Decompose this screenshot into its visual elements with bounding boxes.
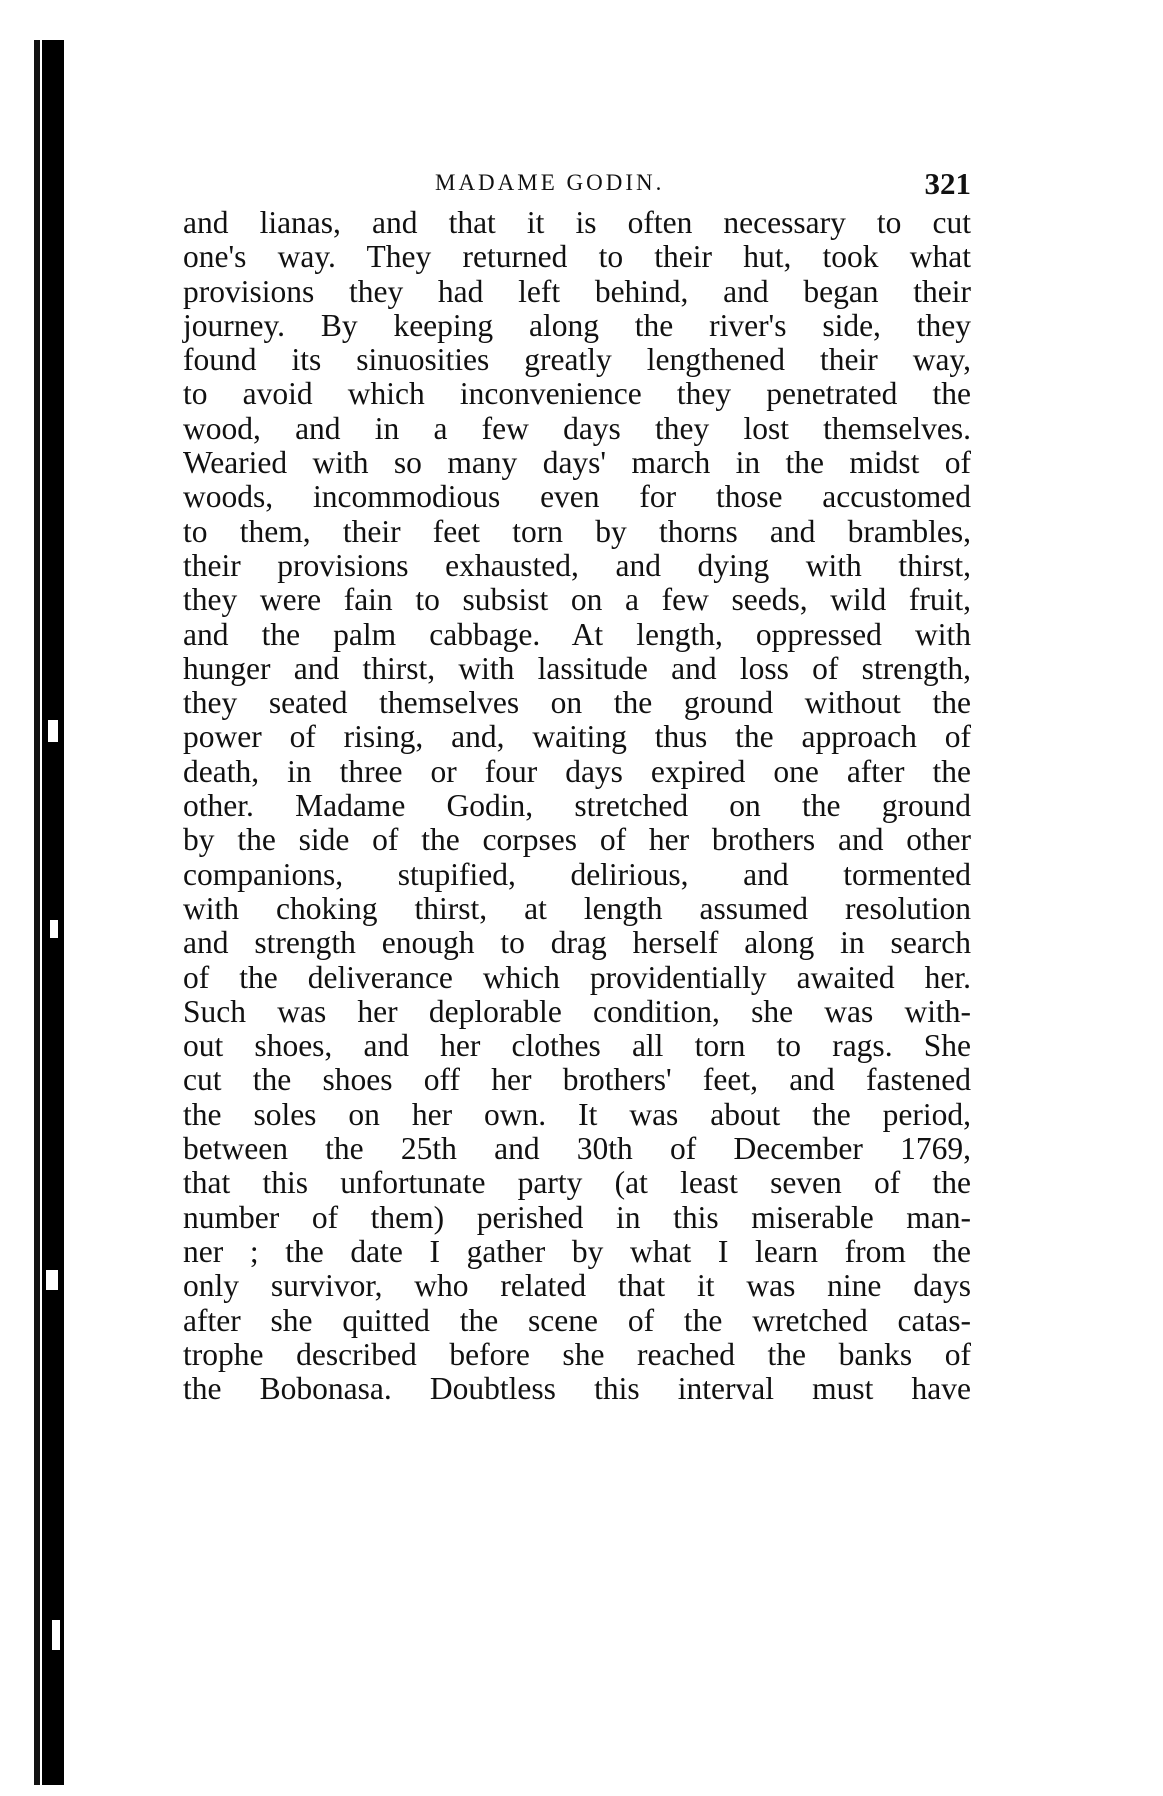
text-line: cut the shoes off her brothers' feet, and fastened: [183, 1062, 971, 1098]
text-line: wood, and in a few days they lost themselves.: [183, 410, 971, 446]
text-line: journey. By keeping along the river's side, they: [183, 307, 971, 343]
text-line: Wearied with so many days' march in the midst of: [183, 445, 971, 481]
text-line: the Bobonasa. Doubtless this interval must have: [183, 1371, 971, 1407]
text-line: hunger and thirst, with lassitude and loss of strength,: [183, 650, 971, 686]
text-line: between the 25th and 30th of December 1769,: [183, 1131, 971, 1167]
binding-edge-thin-line: [34, 40, 40, 1785]
text-line: other. Madame Godin, stretched on the ground: [183, 788, 971, 824]
text-line: to avoid which inconvenience they penetrated the: [183, 376, 971, 412]
text-line: woods, incommodious even for those accustomed: [183, 479, 971, 515]
text-line: ner ; the date I gather by what I learn from the: [183, 1233, 971, 1269]
text-line: after she quitted the scene of the wretched catas-: [183, 1302, 971, 1338]
text-line: and strength enough to drag herself along in search: [183, 925, 971, 961]
text-line: found its sinuosities greatly lengthened their way,: [183, 342, 971, 378]
text-line: to them, their feet torn by thorns and brambles,: [183, 513, 971, 549]
page-header: [183, 162, 971, 202]
text-line: with choking thirst, at length assumed resolution: [183, 890, 971, 926]
page-number: 321: [924, 166, 971, 201]
binding-edge-dark-strip: [42, 40, 64, 1785]
text-line: out shoes, and her clothes all torn to rags. She: [183, 1028, 971, 1064]
binding-edge-notch: [50, 920, 58, 938]
running-title: MADAME GODIN.: [435, 170, 665, 195]
text-line: provisions they had left behind, and began their: [183, 273, 971, 309]
text-line: and lianas, and that it is often necessary to cut: [183, 205, 971, 240]
book-page: [183, 162, 971, 1406]
text-line: one's way. They returned to their hut, took what: [183, 239, 971, 275]
text-line: they seated themselves on the ground without the: [183, 685, 971, 721]
text-line: the soles on her own. It was about the period,: [183, 1096, 971, 1132]
binding-edge-shadow: [34, 40, 68, 1785]
binding-edge-notch: [46, 1270, 58, 1290]
text-line: their provisions exhausted, and dying with thirst,: [183, 547, 971, 583]
text-line: only survivor, who related that it was nine days: [183, 1268, 971, 1304]
text-line: trophe described before she reached the banks of: [183, 1336, 971, 1372]
body-text: [183, 206, 971, 1406]
binding-edge-notch: [48, 720, 58, 742]
text-line: of the deliverance which providentially awaited her.: [183, 959, 971, 995]
text-line: they were fain to subsist on a few seeds, wild fruit,: [183, 582, 971, 618]
text-line: companions, stupified, delirious, and tormented: [183, 856, 971, 892]
text-line: number of them) perished in this miserable man-: [183, 1199, 971, 1235]
text-line: power of rising, and, waiting thus the approach of: [183, 719, 971, 755]
text-line: and the palm cabbage. At length, oppressed with: [183, 616, 971, 652]
text-line: death, in three or four days expired one after the: [183, 753, 971, 789]
text-line: by the side of the corpses of her brothers and other: [183, 822, 971, 858]
text-line: that this unfortunate party (at least seven of the: [183, 1165, 971, 1201]
text-line: Such was her deplorable condition, she was with-: [183, 993, 971, 1029]
binding-edge-notch: [52, 1620, 60, 1650]
